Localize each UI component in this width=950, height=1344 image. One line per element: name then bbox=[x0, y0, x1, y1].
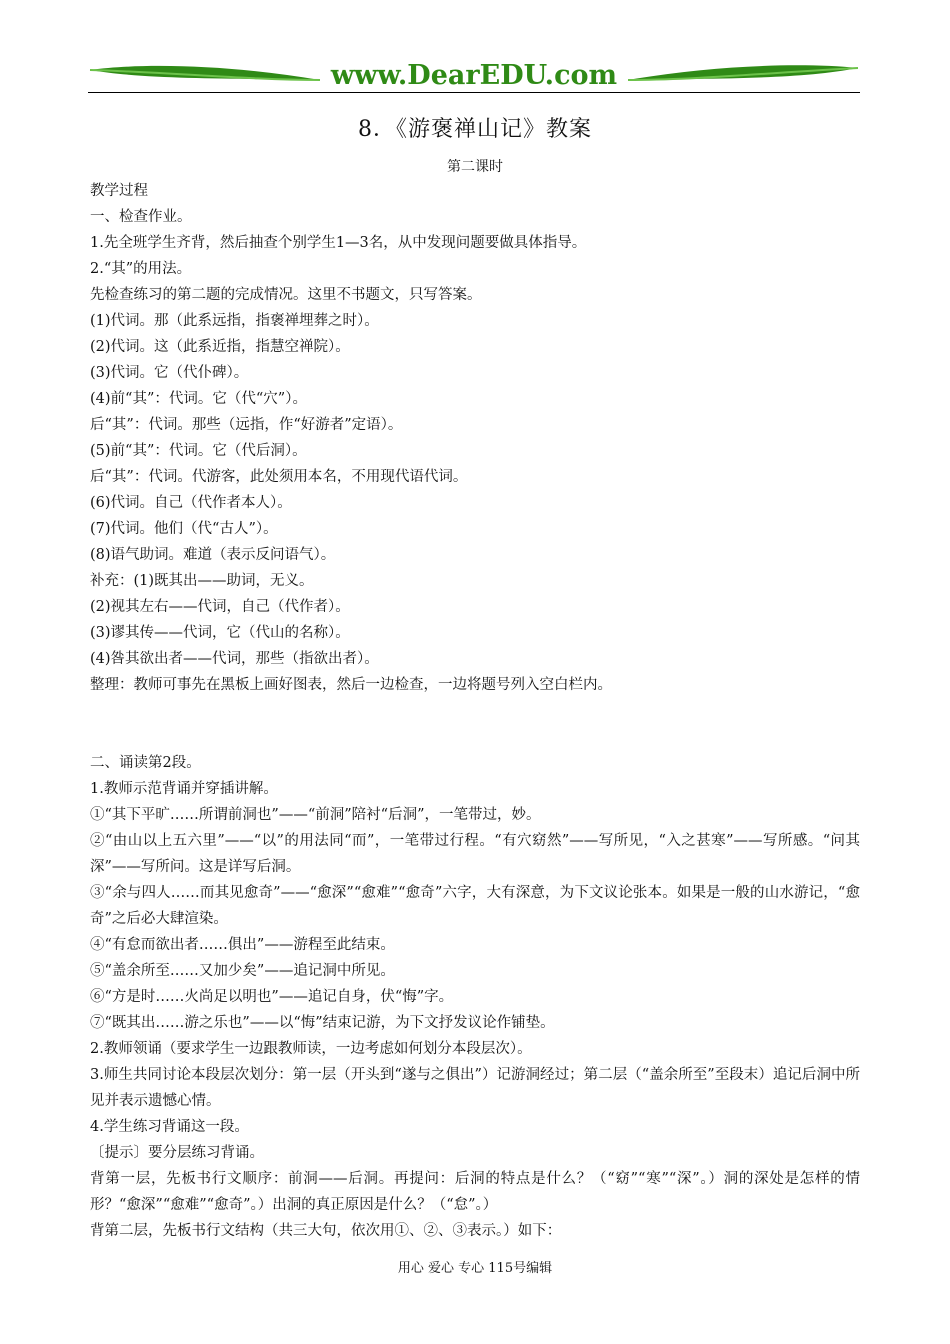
header-rule bbox=[88, 92, 860, 93]
text-line: 后“其”：代词。代游客，此处须用本名，不用现代语代词。 bbox=[90, 469, 468, 485]
text-line: ⑦“既其出……游之乐也”——以“悔”结束记游，为下文抒发议论作铺垫。 bbox=[90, 1015, 555, 1031]
page-title: 8．《游褒禅山记》教案 bbox=[358, 117, 592, 142]
text-line: (2)视其左右——代词，自己（代作者）。 bbox=[90, 599, 350, 615]
text-line: 教学过程 bbox=[90, 183, 148, 199]
text-line: ①“其下平旷……所谓前洞也”——“前洞”陪衬“后洞”，一笔带过，妙。 bbox=[90, 807, 541, 823]
document-body bbox=[90, 178, 860, 1244]
page-subtitle: 第二课时 bbox=[447, 159, 503, 175]
text-line: ⑤“盖余所至……又加少矣”——追记洞中所见。 bbox=[90, 963, 395, 979]
text-line: 后“其”：代词。那些（远指，作“好游者”定语）。 bbox=[90, 417, 403, 433]
text-line: (6)代词。自己（代作者本人）。 bbox=[90, 495, 292, 511]
text-line: (8)语气助词。难道（表示反问语气）。 bbox=[90, 547, 336, 563]
text-line: ④“有怠而欲出者……俱出”——游程至此结束。 bbox=[90, 937, 395, 953]
text-line: 4.学生练习背诵这一段。 bbox=[90, 1119, 249, 1135]
page-footer: 用心 爱心 专心 115号编辑 bbox=[397, 1261, 553, 1276]
site-logo-text[interactable]: www.DearEDU.com bbox=[330, 60, 618, 91]
text-line: 二、诵读第2段。 bbox=[90, 755, 201, 771]
text-line: 背第二层，先板书行文结构（共三大句，依次用①、②、③表示。）如下： bbox=[90, 1223, 562, 1239]
text-line: 1.教师示范背诵并穿插讲解。 bbox=[90, 781, 278, 797]
text-line: (2)代词。这（此系近指，指慧空禅院）。 bbox=[90, 339, 350, 355]
text-line: 2.“其”的用法。 bbox=[90, 261, 192, 277]
text-line: 整理：教师可事先在黑板上画好图表，然后一边检查，一边将题号列入空白栏内。 bbox=[90, 677, 612, 693]
text-line: ③“余与四人……而其见愈奇”——“愈深”“愈难”“愈奇”六字，大有深意，为下文议论张本。如果是一般的山水游记，“愈奇”之后必大肆渲染。 bbox=[90, 885, 860, 927]
text-line: 先检查练习的第二题的完成情况。这里不书题文，只写答案。 bbox=[90, 287, 482, 303]
section-gap bbox=[90, 698, 860, 750]
text-line: 〔提示〕要分层练习背诵。 bbox=[90, 1145, 264, 1161]
text-line: 背第一层，先板书行文顺序：前洞——后洞。再提问：后洞的特点是什么？（“窈”“寒”“深”。）洞的深处是怎样的情形？“愈深”“愈难”“愈奇”。）出洞的真正原因是什么？（“怠”。） bbox=[90, 1171, 860, 1213]
text-line: ②“由山以上五六里”——“以”的用法同“而”，一笔带过行程。“有穴窈然”——写所见，“入之甚寒”——写所感。“问其深”——写所问。这是详写后洞。 bbox=[90, 833, 860, 875]
text-line: (3)代词。它（代仆碑）。 bbox=[90, 365, 249, 381]
text-line: (1)代词。那（此系远指，指褒禅埋葬之时）。 bbox=[90, 313, 379, 329]
text-line: 一、检查作业。 bbox=[90, 209, 192, 225]
text-line: 1.先全班学生齐背，然后抽查个别学生1—3名，从中发现问题要做具体指导。 bbox=[90, 235, 587, 251]
text-line: ⑥“方是时……火尚足以明也”——追记自身，伏“悔”字。 bbox=[90, 989, 454, 1005]
text-line: 补充：(1)既其出——助词，无义。 bbox=[90, 573, 314, 589]
text-line: (3)谬其传——代词，它（代山的名称）。 bbox=[90, 625, 350, 641]
text-line: 2.教师领诵（要求学生一边跟教师读，一边考虑如何划分本段层次）。 bbox=[90, 1041, 532, 1057]
text-line: (7)代词。他们（代“古人”）。 bbox=[90, 521, 278, 537]
text-line: (4)咎其欲出者——代词，那些（指欲出者）。 bbox=[90, 651, 379, 667]
text-line: 3.师生共同讨论本段层次划分：第一层（开头到“遂与之俱出”）记游洞经过；第二层（“盖余所至”至段末）追记后洞中所见并表示遗憾心情。 bbox=[90, 1067, 860, 1109]
text-line: (5)前“其”：代词。它（代后洞）。 bbox=[90, 443, 307, 459]
text-line: (4)前“其”：代词。它（代“穴”）。 bbox=[90, 391, 307, 407]
